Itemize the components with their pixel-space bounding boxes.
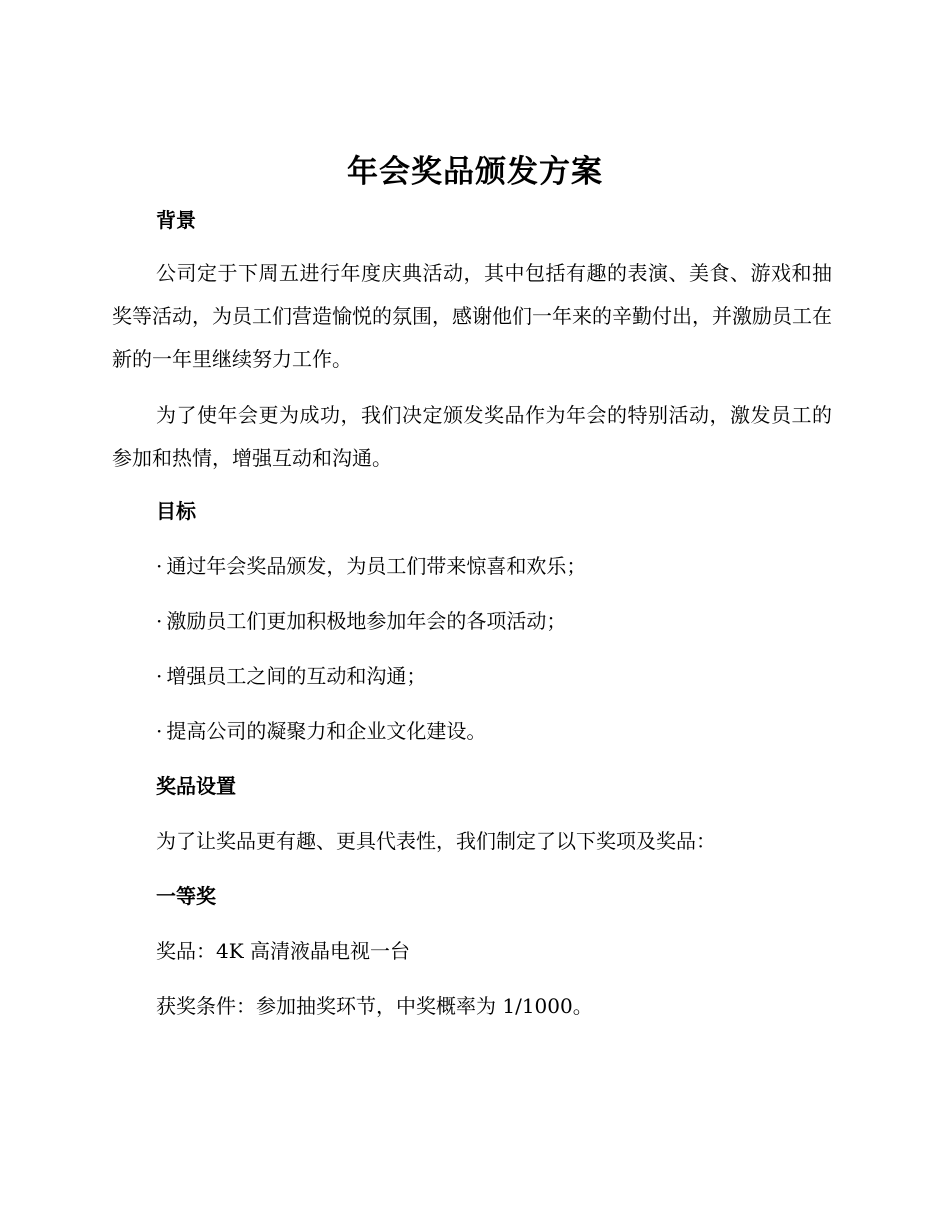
- section-heading-goals: 目标: [156, 499, 196, 523]
- goal-item: [156, 716, 486, 746]
- first-prize-item: 奖品：4K 高清液晶电视一台: [156, 939, 411, 963]
- section-heading-background: 背景: [156, 208, 196, 232]
- background-paragraph-2: 为了使年会更为成功，我们决定颁发奖品作为年会的特别活动，激发员工的参加和热情，增强互动和沟通。: [112, 403, 832, 470]
- goal-item-text: 通过年会奖品颁发，为员工们带来惊喜和欢乐；: [166, 554, 587, 578]
- document-title: 年会奖品颁发方案: [347, 154, 603, 190]
- first-prize-condition: 获奖条件：参加抽奖环节，中奖概率为 1/1000。: [156, 994, 593, 1018]
- background-paragraph-1: 公司定于下周五进行年度庆典活动，其中包括有趣的表演、美食、游戏和抽奖等活动，为员工们营造愉悦的氛围，感谢他们一年来的辛勤付出，并激励员工在新的一年里继续努力工作。: [112, 261, 832, 371]
- goal-item-text: 增强员工之间的互动和沟通；: [166, 664, 427, 688]
- first-prize-heading: 一等奖: [156, 884, 216, 908]
- goal-item-text: 提高公司的凝聚力和企业文化建设。: [166, 719, 487, 743]
- goal-item-text: 激励员工们更加积极地参加年会的各项活动；: [166, 609, 567, 633]
- section-heading-prizes: 奖品设置: [156, 774, 236, 798]
- goal-item: [156, 661, 426, 691]
- prizes-intro: 为了让奖品更有趣、更具代表性，我们制定了以下奖项及奖品：: [156, 829, 716, 853]
- bullet-icon: ·: [156, 554, 163, 578]
- goal-item: [156, 606, 566, 636]
- bullet-icon: ·: [156, 664, 163, 688]
- bullet-icon: ·: [156, 719, 163, 743]
- goal-item: [156, 551, 586, 581]
- bullet-icon: ·: [156, 609, 163, 633]
